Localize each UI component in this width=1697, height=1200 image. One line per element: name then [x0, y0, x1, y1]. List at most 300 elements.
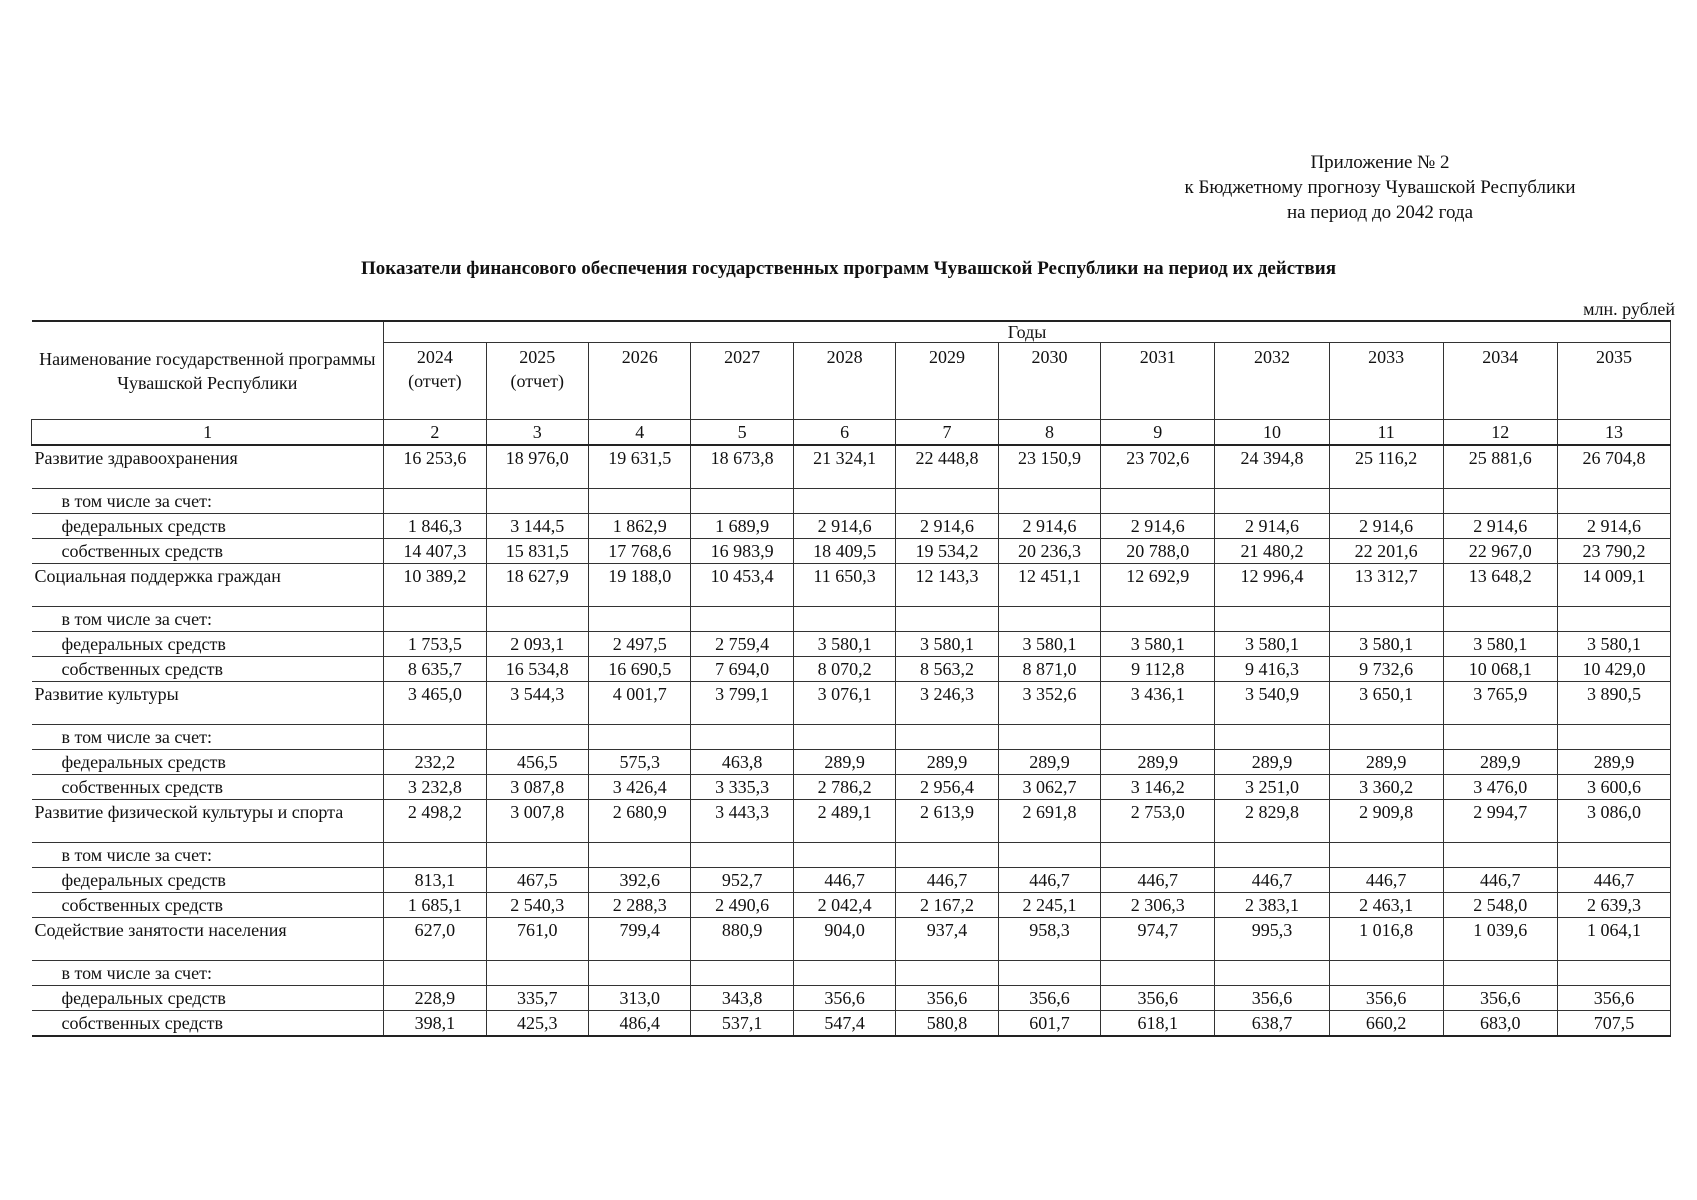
value-cell: 3 062,7	[998, 775, 1100, 800]
value-cell	[691, 843, 793, 868]
value-cell: 3 426,4	[589, 775, 691, 800]
including-row-label: в том числе за счет:	[32, 843, 384, 868]
year-value: 2035	[1595, 347, 1632, 367]
value-cell: 8 871,0	[998, 657, 1100, 682]
value-cell: 575,3	[589, 750, 691, 775]
value-cell: 952,7	[691, 868, 793, 893]
value-cell: 446,7	[1215, 868, 1329, 893]
value-cell: 463,8	[691, 750, 793, 775]
value-cell: 3 580,1	[998, 632, 1100, 657]
program-row-label: Содействие занятости населения	[32, 918, 384, 961]
value-cell: 1 685,1	[384, 893, 486, 918]
value-cell: 356,6	[793, 986, 895, 1011]
year-header-cell	[589, 343, 691, 420]
value-cell	[1557, 725, 1670, 750]
value-cell: 3 352,6	[998, 682, 1100, 725]
value-cell: 446,7	[793, 868, 895, 893]
value-cell: 1 846,3	[384, 514, 486, 539]
value-cell: 446,7	[1101, 868, 1215, 893]
column-number-cell: 6	[793, 420, 895, 446]
including-row-label: в том числе за счет:	[32, 725, 384, 750]
value-cell	[486, 607, 588, 632]
program-name-header: Наименование государственной программы Чувашской Республики	[32, 321, 384, 420]
value-cell: 446,7	[896, 868, 998, 893]
year-header-cell	[793, 343, 895, 420]
units-label: млн. рублей	[1583, 299, 1675, 319]
including-row	[32, 607, 1671, 632]
value-cell: 16 983,9	[691, 539, 793, 564]
value-cell: 547,4	[793, 1011, 895, 1037]
value-cell: 398,1	[384, 1011, 486, 1037]
value-cell: 761,0	[486, 918, 588, 961]
value-cell: 2 914,6	[896, 514, 998, 539]
value-cell	[1215, 961, 1329, 986]
value-cell: 638,7	[1215, 1011, 1329, 1037]
column-number-cell: 9	[1101, 420, 1215, 446]
value-cell: 13 648,2	[1443, 564, 1557, 607]
value-cell: 23 150,9	[998, 445, 1100, 489]
value-cell: 8 635,7	[384, 657, 486, 682]
column-number-cell: 8	[998, 420, 1100, 446]
value-cell: 2 786,2	[793, 775, 895, 800]
value-cell: 289,9	[896, 750, 998, 775]
value-cell: 2 306,3	[1101, 893, 1215, 918]
program-row	[32, 682, 1671, 725]
including-row	[32, 961, 1671, 986]
value-cell: 2 245,1	[998, 893, 1100, 918]
value-cell	[1557, 961, 1670, 986]
value-cell	[384, 489, 486, 514]
year-note: (отчет)	[408, 371, 462, 391]
value-cell: 356,6	[998, 986, 1100, 1011]
value-cell: 3 650,1	[1329, 682, 1443, 725]
including-row	[32, 489, 1671, 514]
federal-funds-row-label: федеральных средств	[32, 750, 384, 775]
year-value: 2031	[1139, 347, 1176, 367]
value-cell: 10 068,1	[1443, 657, 1557, 682]
value-cell: 3 232,8	[384, 775, 486, 800]
value-cell: 12 451,1	[998, 564, 1100, 607]
value-cell	[691, 607, 793, 632]
value-cell: 19 188,0	[589, 564, 691, 607]
value-cell: 25 116,2	[1329, 445, 1443, 489]
value-cell: 1 753,5	[384, 632, 486, 657]
value-cell: 14 009,1	[1557, 564, 1670, 607]
value-cell: 618,1	[1101, 1011, 1215, 1037]
value-cell	[1443, 843, 1557, 868]
value-cell	[691, 489, 793, 514]
column-number-cell: 2	[384, 420, 486, 446]
value-cell: 2 042,4	[793, 893, 895, 918]
value-cell: 904,0	[793, 918, 895, 961]
year-header-cell	[486, 343, 588, 420]
federal-funds-row	[32, 514, 1671, 539]
year-header-cell	[998, 343, 1100, 420]
value-cell: 601,7	[998, 1011, 1100, 1037]
year-header-cell	[1557, 343, 1670, 420]
value-cell: 1 064,1	[1557, 918, 1670, 961]
value-cell: 9 416,3	[1215, 657, 1329, 682]
value-cell: 2 829,8	[1215, 800, 1329, 843]
value-cell	[486, 489, 588, 514]
own-funds-row	[32, 775, 1671, 800]
value-cell: 289,9	[1557, 750, 1670, 775]
own-funds-row	[32, 893, 1671, 918]
including-row-label: в том числе за счет:	[32, 961, 384, 986]
year-value: 2025	[519, 347, 556, 367]
value-cell	[793, 607, 895, 632]
value-cell: 232,2	[384, 750, 486, 775]
value-cell: 2 691,8	[998, 800, 1100, 843]
value-cell: 16 534,8	[486, 657, 588, 682]
value-cell: 1 862,9	[589, 514, 691, 539]
value-cell	[896, 961, 998, 986]
value-cell: 3 580,1	[1215, 632, 1329, 657]
value-cell: 13 312,7	[1329, 564, 1443, 607]
value-cell: 3 007,8	[486, 800, 588, 843]
value-cell: 1 689,9	[691, 514, 793, 539]
appendix-line-3: на период до 2042 года	[1286, 202, 1474, 223]
value-cell	[1101, 961, 1215, 986]
own-funds-row-label: собственных средств	[32, 775, 384, 800]
document-title: Показатели финансового обеспечения государственных программ Чувашской Республики на период их действия	[361, 258, 1336, 279]
value-cell	[1329, 725, 1443, 750]
value-cell: 2 497,5	[589, 632, 691, 657]
year-value: 2027	[724, 347, 761, 367]
value-cell: 799,4	[589, 918, 691, 961]
value-cell	[486, 725, 588, 750]
program-row	[32, 445, 1671, 489]
value-cell: 10 429,0	[1557, 657, 1670, 682]
own-funds-row-label: собственных средств	[32, 893, 384, 918]
value-cell	[793, 961, 895, 986]
year-value: 2034	[1482, 347, 1519, 367]
value-cell: 3 600,6	[1557, 775, 1670, 800]
value-cell	[793, 725, 895, 750]
value-cell	[1443, 607, 1557, 632]
value-cell: 2 093,1	[486, 632, 588, 657]
federal-funds-row-label: федеральных средств	[32, 632, 384, 657]
value-cell: 289,9	[998, 750, 1100, 775]
value-cell	[793, 843, 895, 868]
value-cell: 2 680,9	[589, 800, 691, 843]
year-header-cell	[691, 343, 793, 420]
value-cell: 2 613,9	[896, 800, 998, 843]
value-cell	[1215, 607, 1329, 632]
value-cell: 3 087,8	[486, 775, 588, 800]
value-cell: 958,3	[998, 918, 1100, 961]
value-cell: 8 563,2	[896, 657, 998, 682]
value-cell: 9 112,8	[1101, 657, 1215, 682]
value-cell: 937,4	[896, 918, 998, 961]
value-cell: 335,7	[486, 986, 588, 1011]
value-cell: 3 799,1	[691, 682, 793, 725]
including-row-label: в том числе за счет:	[32, 607, 384, 632]
value-cell: 2 914,6	[793, 514, 895, 539]
value-cell: 10 453,4	[691, 564, 793, 607]
value-cell: 3 251,0	[1215, 775, 1329, 800]
column-number-cell: 5	[691, 420, 793, 446]
value-cell: 17 768,6	[589, 539, 691, 564]
year-header-cell	[1443, 343, 1557, 420]
own-funds-row-label: собственных средств	[32, 657, 384, 682]
value-cell: 3 360,2	[1329, 775, 1443, 800]
value-cell: 2 463,1	[1329, 893, 1443, 918]
value-cell: 2 498,2	[384, 800, 486, 843]
federal-funds-row	[32, 750, 1671, 775]
year-header-cell	[1101, 343, 1215, 420]
year-value: 2026	[621, 347, 658, 367]
value-cell: 19 534,2	[896, 539, 998, 564]
value-cell: 10 389,2	[384, 564, 486, 607]
year-value: 2024	[416, 347, 453, 367]
program-row	[32, 918, 1671, 961]
value-cell: 2 914,6	[1443, 514, 1557, 539]
value-cell: 3 144,5	[486, 514, 588, 539]
value-cell	[896, 843, 998, 868]
value-cell: 3 580,1	[1557, 632, 1670, 657]
value-cell: 3 086,0	[1557, 800, 1670, 843]
value-cell: 23 702,6	[1101, 445, 1215, 489]
value-cell: 14 407,3	[384, 539, 486, 564]
value-cell: 2 383,1	[1215, 893, 1329, 918]
value-cell: 20 788,0	[1101, 539, 1215, 564]
value-cell	[1101, 607, 1215, 632]
value-cell: 580,8	[896, 1011, 998, 1037]
year-value: 2030	[1031, 347, 1068, 367]
value-cell: 18 976,0	[486, 445, 588, 489]
value-cell	[1557, 489, 1670, 514]
value-cell: 446,7	[1557, 868, 1670, 893]
column-number-row	[32, 420, 1671, 446]
value-cell: 356,6	[1557, 986, 1670, 1011]
value-cell: 22 201,6	[1329, 539, 1443, 564]
value-cell	[384, 725, 486, 750]
year-header-cell	[384, 343, 486, 420]
value-cell	[793, 489, 895, 514]
program-row-label: Развитие здравоохранения	[32, 445, 384, 489]
value-cell: 974,7	[1101, 918, 1215, 961]
value-cell	[589, 489, 691, 514]
value-cell	[1557, 607, 1670, 632]
value-cell: 26 704,8	[1557, 445, 1670, 489]
value-cell	[1329, 607, 1443, 632]
value-cell: 3 443,3	[691, 800, 793, 843]
value-cell: 3 436,1	[1101, 682, 1215, 725]
value-cell	[896, 607, 998, 632]
value-cell: 2 639,3	[1557, 893, 1670, 918]
value-cell: 660,2	[1329, 1011, 1443, 1037]
value-cell: 9 732,6	[1329, 657, 1443, 682]
value-cell	[998, 725, 1100, 750]
column-number-cell: 3	[486, 420, 588, 446]
column-number-cell: 13	[1557, 420, 1670, 446]
value-cell	[998, 489, 1100, 514]
value-cell: 1 039,6	[1443, 918, 1557, 961]
value-cell: 392,6	[589, 868, 691, 893]
value-cell: 3 076,1	[793, 682, 895, 725]
value-cell: 2 288,3	[589, 893, 691, 918]
value-cell	[1215, 843, 1329, 868]
value-cell	[589, 843, 691, 868]
value-cell: 446,7	[1329, 868, 1443, 893]
value-cell: 18 409,5	[793, 539, 895, 564]
value-cell: 289,9	[1215, 750, 1329, 775]
value-cell: 3 580,1	[793, 632, 895, 657]
value-cell: 313,0	[589, 986, 691, 1011]
value-cell: 813,1	[384, 868, 486, 893]
value-cell: 16 253,6	[384, 445, 486, 489]
value-cell: 3 580,1	[1443, 632, 1557, 657]
value-cell: 356,6	[1329, 986, 1443, 1011]
value-cell: 24 394,8	[1215, 445, 1329, 489]
value-cell: 22 448,8	[896, 445, 998, 489]
including-row	[32, 843, 1671, 868]
value-cell: 3 246,3	[896, 682, 998, 725]
value-cell: 16 690,5	[589, 657, 691, 682]
federal-funds-row	[32, 986, 1671, 1011]
value-cell	[1101, 843, 1215, 868]
value-cell: 289,9	[1101, 750, 1215, 775]
value-cell	[1443, 961, 1557, 986]
value-cell	[384, 843, 486, 868]
value-cell: 3 544,3	[486, 682, 588, 725]
value-cell	[486, 961, 588, 986]
year-note: (отчет)	[510, 371, 565, 391]
value-cell: 3 890,5	[1557, 682, 1670, 725]
value-cell: 356,6	[1443, 986, 1557, 1011]
value-cell: 2 914,6	[1215, 514, 1329, 539]
value-cell: 343,8	[691, 986, 793, 1011]
value-cell	[1329, 489, 1443, 514]
value-cell: 3 580,1	[1329, 632, 1443, 657]
value-cell: 12 692,9	[1101, 564, 1215, 607]
including-row	[32, 725, 1671, 750]
value-cell: 21 324,1	[793, 445, 895, 489]
financing-table	[31, 320, 1671, 1037]
value-cell: 356,6	[1215, 986, 1329, 1011]
value-cell: 4 001,7	[589, 682, 691, 725]
value-cell	[384, 961, 486, 986]
value-cell: 12 996,4	[1215, 564, 1329, 607]
value-cell: 11 650,3	[793, 564, 895, 607]
value-cell: 289,9	[1443, 750, 1557, 775]
value-cell: 25 881,6	[1443, 445, 1557, 489]
value-cell	[998, 843, 1100, 868]
value-cell: 880,9	[691, 918, 793, 961]
value-cell: 3 335,3	[691, 775, 793, 800]
value-cell: 289,9	[793, 750, 895, 775]
column-number-cell: 12	[1443, 420, 1557, 446]
year-value: 2032	[1253, 347, 1290, 367]
value-cell	[589, 961, 691, 986]
value-cell: 3 465,0	[384, 682, 486, 725]
program-row-label: Развитие культуры	[32, 682, 384, 725]
value-cell: 289,9	[1329, 750, 1443, 775]
column-number-cell: 7	[896, 420, 998, 446]
value-cell	[896, 725, 998, 750]
program-row	[32, 564, 1671, 607]
value-cell: 2 540,3	[486, 893, 588, 918]
value-cell: 3 146,2	[1101, 775, 1215, 800]
value-cell: 683,0	[1443, 1011, 1557, 1037]
year-header-cell	[1215, 343, 1329, 420]
value-cell: 18 673,8	[691, 445, 793, 489]
own-funds-row-label: собственных средств	[32, 1011, 384, 1037]
value-cell: 2 489,1	[793, 800, 895, 843]
value-cell	[1329, 961, 1443, 986]
appendix-line-2: к Бюджетному прогнозу Чувашской Республики	[1184, 177, 1576, 198]
value-cell: 446,7	[998, 868, 1100, 893]
own-funds-row-label: собственных средств	[32, 539, 384, 564]
value-cell: 2 914,6	[1101, 514, 1215, 539]
value-cell: 627,0	[384, 918, 486, 961]
value-cell	[1101, 725, 1215, 750]
value-cell: 19 631,5	[589, 445, 691, 489]
value-cell: 446,7	[1443, 868, 1557, 893]
header-row-years	[32, 321, 1671, 343]
value-cell	[384, 607, 486, 632]
value-cell: 2 914,6	[1557, 514, 1670, 539]
value-cell	[1443, 489, 1557, 514]
federal-funds-row-label: федеральных средств	[32, 986, 384, 1011]
value-cell: 2 909,8	[1329, 800, 1443, 843]
value-cell: 2 753,0	[1101, 800, 1215, 843]
value-cell: 3 540,9	[1215, 682, 1329, 725]
federal-funds-row	[32, 868, 1671, 893]
year-value: 2029	[929, 347, 966, 367]
column-number-cell: 10	[1215, 420, 1329, 446]
value-cell: 228,9	[384, 986, 486, 1011]
value-cell: 2 914,6	[998, 514, 1100, 539]
appendix-line-1: Приложение № 2	[1310, 152, 1450, 173]
value-cell: 467,5	[486, 868, 588, 893]
value-cell: 1 016,8	[1329, 918, 1443, 961]
including-row-label: в том числе за счет:	[32, 489, 384, 514]
column-number-cell: 11	[1329, 420, 1443, 446]
value-cell	[1557, 843, 1670, 868]
year-value: 2033	[1368, 347, 1405, 367]
value-cell: 537,1	[691, 1011, 793, 1037]
year-header-cell	[1329, 343, 1443, 420]
value-cell	[691, 725, 793, 750]
value-cell: 3 580,1	[1101, 632, 1215, 657]
value-cell: 2 914,6	[1329, 514, 1443, 539]
year-header-cell	[896, 343, 998, 420]
program-row	[32, 800, 1671, 843]
value-cell	[589, 725, 691, 750]
own-funds-row	[32, 1011, 1671, 1037]
value-cell	[589, 607, 691, 632]
column-number-cell: 1	[32, 420, 384, 446]
year-value: 2028	[826, 347, 863, 367]
value-cell: 7 694,0	[691, 657, 793, 682]
value-cell	[1101, 489, 1215, 514]
value-cell	[1329, 843, 1443, 868]
value-cell: 2 490,6	[691, 893, 793, 918]
value-cell: 22 967,0	[1443, 539, 1557, 564]
value-cell	[896, 489, 998, 514]
own-funds-row	[32, 657, 1671, 682]
value-cell: 21 480,2	[1215, 539, 1329, 564]
federal-funds-row	[32, 632, 1671, 657]
value-cell: 356,6	[896, 986, 998, 1011]
value-cell: 8 070,2	[793, 657, 895, 682]
appendix-header	[1100, 150, 1660, 225]
value-cell: 2 548,0	[1443, 893, 1557, 918]
value-cell	[1215, 725, 1329, 750]
own-funds-row	[32, 539, 1671, 564]
